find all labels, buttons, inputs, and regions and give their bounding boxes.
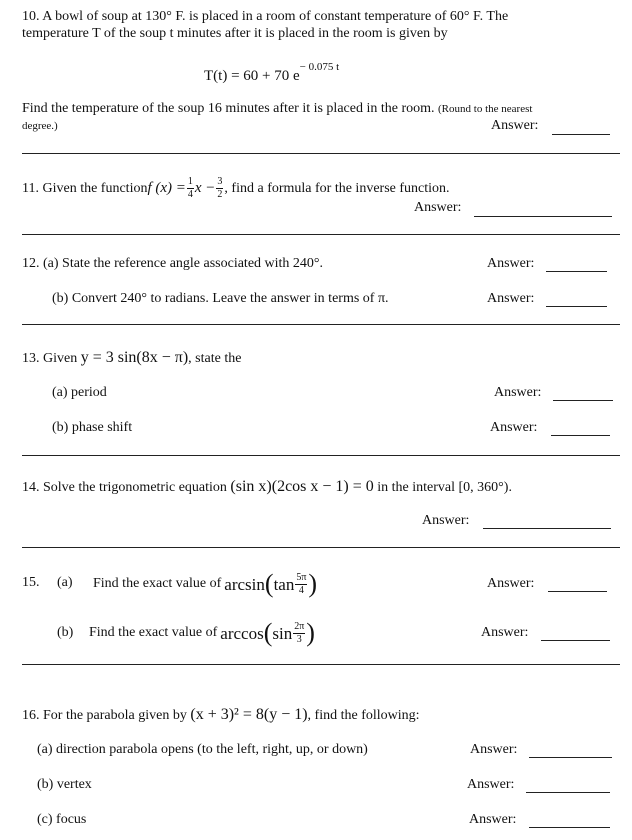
q11-frac1-den: 4 [187,189,193,200]
q13a-answer-label: Answer: [494,385,542,400]
q10-answer-label: Answer: [491,118,539,133]
q11-answer-line[interactable] [474,216,612,217]
q13-a: (a) period [52,385,107,400]
q12b-answer-label: Answer: [487,291,535,306]
q13b-answer-line[interactable] [551,435,610,436]
q11-frac1-num: 1 [187,176,193,187]
q11-frac2-den: 2 [217,189,223,200]
q12a-answer-label: Answer: [487,256,535,271]
divider [22,455,620,456]
q15a-answer-line[interactable] [548,591,607,592]
divider [22,547,620,548]
q15a-frac-num: 5π [296,571,307,583]
q15b-answer-label: Answer: [481,625,529,640]
q15b-fn: arccos [220,623,264,643]
q13-prefix: 13. Given [22,351,81,366]
q12a-answer-line[interactable] [546,271,607,272]
q10-formula-exponent: − 0.075 t [299,61,340,73]
q12-b: (b) Convert 240° to radians. Leave the answer in terms of π. [52,291,389,306]
q15b-open-paren: ( [263,618,273,647]
q16-a: (a) direction parabola opens (to the left, right, up, or down) [37,742,368,757]
q14-stem [22,479,512,495]
q10-round-note: (Round to the nearest [438,103,533,115]
q15b-text: Find the exact value of [89,625,218,640]
q16-math: (x + 3)² = 8(y − 1) [190,706,308,723]
q10-question: Find the temperature of the soup 16 minutes after it is placed in the room. [22,101,435,116]
q15b-frac-num: 2π [294,620,305,632]
q15b-inner: sin [272,623,293,643]
q14-answer-line[interactable] [483,528,611,529]
q16-b: (b) vertex [37,777,92,792]
q14-answer-label: Answer: [422,513,470,528]
q16a-answer-label: Answer: [470,742,518,757]
q10-formula [204,61,340,84]
q15b-answer-line[interactable] [541,640,610,641]
q15b-expression [89,615,315,651]
divider [22,153,620,154]
divider [22,234,620,235]
q15b-close-paren: ) [306,618,315,647]
q13a-answer-line[interactable] [553,400,613,401]
q10-formula-lhs: T(t) = 60 + 70 e [204,68,300,84]
q15a-frac-den: 4 [298,584,304,596]
q16-suffix: , find the following: [307,708,420,723]
q15a-fn: arcsin [224,574,265,594]
q15a-close-paren: ) [308,569,318,598]
q16-c: (c) focus [37,812,87,827]
q14-suffix: in the interval [0, 360°). [373,480,512,495]
q11-func: f (x) = [147,180,186,196]
q14-math: (sin x)(2cos x − 1) = 0 [230,478,374,495]
q12b-answer-line[interactable] [546,306,607,307]
q16b-answer-label: Answer: [467,777,515,792]
q10-line1: 10. A bowl of soup at 130° F. is placed in a room of constant temperature of 60° F. The [22,9,509,24]
q11-frac2-num: 3 [217,176,223,187]
q16-stem [22,707,420,723]
q15b-frac-den: 3 [296,633,302,645]
q11-stem [22,177,450,200]
q11-suffix: , find a formula for the inverse function. [224,180,450,196]
q10-line2: temperature T of the soup t minutes after it is placed in the room is given by [22,26,448,41]
q10-answer-line[interactable] [552,134,610,135]
q15b-label: (b) [57,625,74,640]
q12-a: 12. (a) State the reference angle associated with 240°. [22,256,324,271]
q16c-answer-line[interactable] [529,827,610,828]
q10-line3 [22,102,532,116]
q14-prefix: 14. Solve the trigonometric equation [22,480,231,495]
q16-prefix: 16. For the parabola given by [22,708,191,723]
q15a-label: (a) [57,575,73,590]
q15a-text: Find the exact value of [93,576,222,591]
q11-frac1 [187,177,194,200]
q15a-open-paren: ( [264,569,274,598]
q16a-answer-line[interactable] [529,757,612,758]
q11-frac2 [216,177,223,200]
q11-answer-label: Answer: [414,200,462,215]
q11-prefix: 11. Given the function [22,180,148,196]
q13b-answer-label: Answer: [490,420,538,435]
q15-number: 15. [22,575,40,590]
q15a-inner: tan [273,574,295,594]
q13-b: (b) phase shift [52,420,133,435]
q11-mid: x − [194,180,216,196]
q13-math: y = 3 sin(8x − π) [80,349,189,366]
q10-round-note-2: degree.) [22,120,58,132]
q15a-expression [93,566,317,602]
divider [22,664,620,665]
q16c-answer-label: Answer: [469,812,517,827]
divider [22,324,620,325]
q15b-frac [293,622,305,645]
q13-stem [22,350,241,366]
q16b-answer-line[interactable] [526,792,610,793]
q15a-frac [295,573,307,596]
q13-suffix: , state the [188,351,242,366]
q15a-answer-label: Answer: [487,576,535,591]
